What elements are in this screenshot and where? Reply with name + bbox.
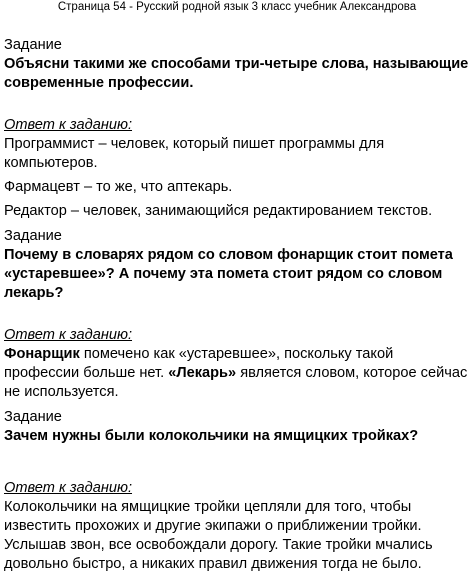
answer-label: Ответ к заданию: (4, 327, 133, 343)
answer-paragraph: Колокольчики на ямщицкие тройки цепляли для того, чтобы известить прохожих и другие экипажи о приближении тройки. Услышав звон, все освобождали дорогу. Такие тройки мчались довольно быстро, а никаких правил движения тогда не было. (4, 499, 433, 572)
page-content (4, 36, 470, 574)
task-section-2 (4, 227, 470, 303)
answer-line: Программист – человек, который пишет программы для компьютеров. (4, 136, 385, 171)
task-section-3 (4, 408, 470, 446)
answer-section-2 (4, 326, 470, 402)
answer-text: является словом, которое сейчас не используется. (4, 365, 468, 400)
page-header: Страница 54 - Русский родной язык 3 класс учебник Александрова (57, 1, 417, 13)
answer-line: Фармацевт – то же, что аптекарь. (4, 179, 233, 195)
task-text: Объясни такими же способами три-четыре слова, называющие современные профессии. (4, 56, 469, 91)
task-text: Зачем нужны были колокольчики на ямщицких тройках? (4, 428, 419, 444)
answer-paragraph (4, 345, 470, 402)
answer-section-3 (4, 479, 470, 574)
answer-text: помечено как «устаревшее», поскольку такой профессии больше нет. (4, 346, 394, 381)
answer-keyword: «Лекарь» (168, 365, 237, 381)
task-label: Задание (4, 409, 62, 425)
task-label: Задание (4, 228, 62, 244)
answer-label: Ответ к заданию: (4, 117, 133, 133)
answer-line: Редактор – человек, занимающийся редактированием текстов. (4, 203, 433, 219)
answer-keyword: Фонарщик (4, 346, 80, 362)
task-label: Задание (4, 37, 62, 53)
task-text: Почему в словарях рядом со словом фонарщик стоит помета «устаревшее»? А почему эта помета стоит рядом со словом лекарь? (4, 247, 453, 301)
answer-section-1 (4, 116, 470, 221)
task-section-1 (4, 36, 470, 93)
answer-label: Ответ к заданию: (4, 480, 133, 496)
